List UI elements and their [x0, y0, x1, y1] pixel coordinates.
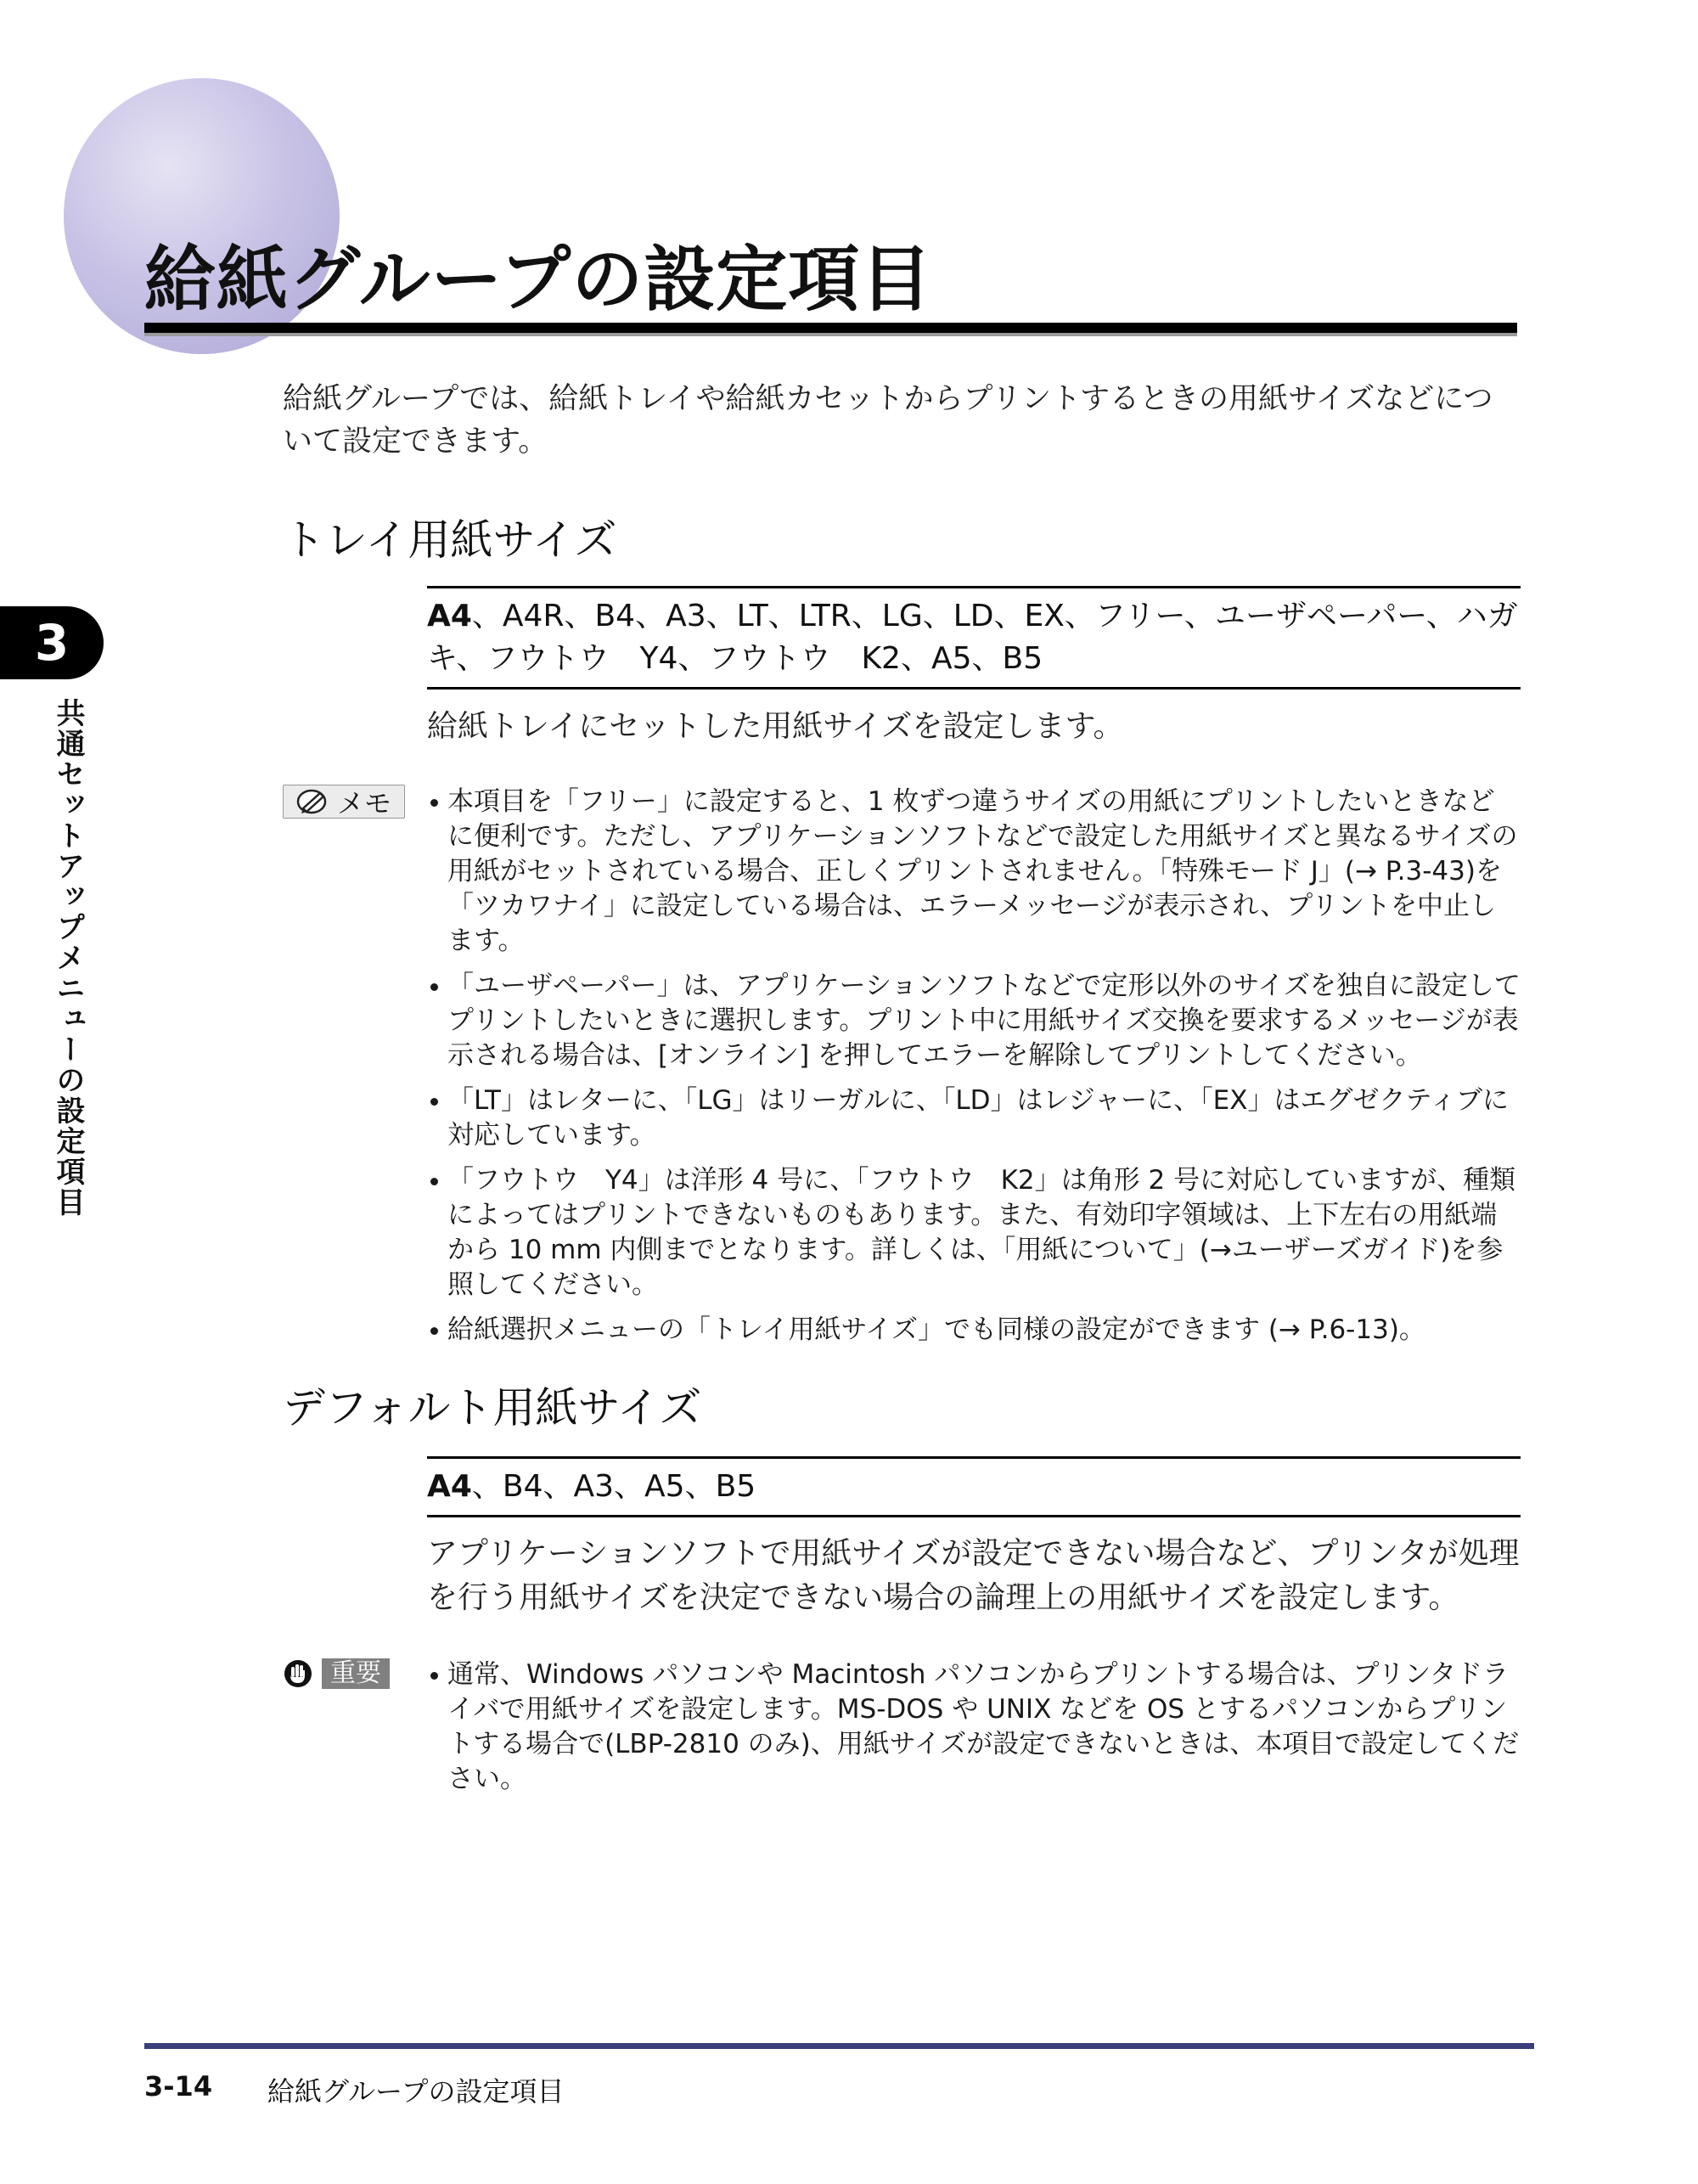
list-item: 「ユーザペーパー」は、アプリケーションソフトなどで定形以外のサイズを独自に設定してプリントしたいときに選択します。プリント中に用紙サイズ交換を要求するメッセージが表示される場合は、[オンライン] を押してエラーを解除してプリントしてください。 — [427, 969, 1521, 1073]
intro-paragraph: 給紙グループでは、給紙トレイや給紙カセットからプリントするときの用紙サイズなどについて設定できます。 — [283, 382, 1493, 459]
chapter-side-label: 共通セットアップメニューの設定項目 — [51, 698, 85, 1218]
memo-notes — [427, 785, 1521, 1358]
section-description: 給紙トレイにセットした用紙サイズを設定します。 — [427, 709, 1124, 744]
list-item: 「LT」はレターに、「LG」はリーガルに、「LD」はレジャーに、「EX」はエグゼクティブに対応しています。 — [427, 1084, 1521, 1153]
section-description: アプリケーションソフトで用紙サイズが設定できない場合など、プリンタが処理を行う用紙サイズを決定できない場合の論理上の用紙サイズを設定します。 — [427, 1536, 1520, 1615]
other-values: 、B4、A3、A5、B5 — [471, 1469, 756, 1504]
title-underline — [144, 323, 1517, 336]
default-value: A4 — [427, 1469, 472, 1504]
list-item: 「フウトウ Y4」は洋形 4 号に、「フウトウ K2」は角形 2 号に対応していますが、種類によってはプリントできないものもあります。また、有効印字領域は、上下左右の用紙端から 10 mm 内側までとなります。詳しくは、「用紙について」(→ユーザーズガイド)を参照してください。 — [427, 1163, 1521, 1303]
section-heading-tray-paper-size: トレイ用紙サイズ — [283, 515, 617, 565]
list-item: 本項目を「フリー」に設定すると、1 枚ずつ違うサイズの用紙にプリントしたいときなどに便利です。ただし、アプリケーションソフトなどで設定した用紙サイズと異なるサイズの用紙がセットされている場合、正しくプリントされません。「特殊モード J」(→ P.3-43)を「ツカワナイ」に設定している場合は、エラーメッセージが表示され、プリントを中止します。 — [427, 785, 1521, 959]
page-number: 3-14 — [144, 2070, 213, 2102]
footer-title: 給紙グループの設定項目 — [267, 2075, 565, 2108]
memo-badge — [283, 785, 405, 819]
important-badge — [283, 1658, 403, 1690]
chapter-tab — [0, 606, 104, 679]
default-value: A4 — [427, 599, 472, 633]
other-values: 、A4R、B4、A3、LT、LTR、LG、LD、EX、フリー、ユーザペーパー、ハガキ、フウトウ Y4、フウトウ K2、A5、B5 — [427, 599, 1518, 676]
important-notes — [427, 1658, 1521, 1807]
pencil-icon — [296, 788, 330, 815]
important-label: 重要 — [322, 1658, 390, 1689]
list-item: 通常、Windows パソコンや Macintosh パソコンからプリントする場合は、プリンタドライバで用紙サイズを設定します。MS-DOS や UNIX などを OS とするパソコンからプリントする場合で(LBP-2810 のみ)、用紙サイズが設定できないときは、本項目で設定してください。 — [427, 1658, 1521, 1797]
memo-label: メモ — [336, 787, 391, 819]
page-title: 給紙グループの設定項目 — [144, 238, 933, 321]
hand-stop-icon — [283, 1658, 317, 1689]
footer-rule — [144, 2043, 1534, 2049]
chapter-number: 3 — [34, 614, 70, 672]
section-heading-default-paper-size: デフォルト用紙サイズ — [283, 1383, 702, 1433]
list-item: 給紙選択メニューの「トレイ用紙サイズ」でも同様の設定ができます (→ P.6-13)。 — [427, 1313, 1521, 1348]
setting-values-default — [427, 1456, 1521, 1517]
setting-values-tray — [427, 586, 1521, 690]
